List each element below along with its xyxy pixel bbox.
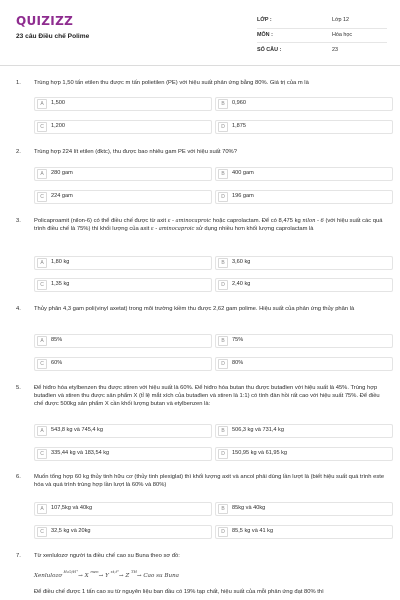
option-text: 196 gam <box>232 193 254 200</box>
option-letter: C <box>37 192 47 202</box>
question-2 <box>16 149 388 209</box>
option-text: 0,960 <box>232 100 246 107</box>
option-c[interactable] <box>34 278 212 292</box>
option-text: 150,95 kg và 61,95 kg <box>232 450 288 457</box>
question-text-continued: Để điều chế được 1 tấn cao su từ nguyên liệu ban đầu có 19% tạp chất, hiệu suất của mỗi phản ứng đạt 80% thì <box>34 589 324 595</box>
option-letter: A <box>37 169 47 179</box>
option-text: 32,5 kg và 20kg <box>51 528 91 535</box>
option-letter: B <box>218 504 228 514</box>
arrow-condition: xt,t° <box>110 569 119 574</box>
meta-key: LỚP : <box>257 17 272 24</box>
option-text: 1,80 kg <box>51 259 70 266</box>
option-letter: B <box>218 426 228 436</box>
option-a[interactable] <box>34 167 212 181</box>
arrow-condition: men <box>90 569 99 574</box>
option-d[interactable] <box>215 190 393 204</box>
option-c[interactable] <box>34 190 212 204</box>
arrow-condition: H₂O/H⁺ <box>63 569 79 574</box>
option-c[interactable] <box>34 525 212 539</box>
option-letter: B <box>218 258 228 268</box>
question-text: Để hiđro hóa etylbenzen thu được stiren với hiệu suất là 60%. Để hiđro hóa butan thu được butađien với hiệu suất là 45%. Trùng hợp butađien và stiren thu được sản phẩm X (tỉ lệ mắt xích của butađien và stiren là 1:1) có tính đàn hồi rất cao với hiệu suất 75%. Để điều chế được 500kg sản phẩm X cần khối lượng butan và etylbenzen là: <box>34 385 380 407</box>
arrow-condition: TH <box>131 569 137 574</box>
option-letter: D <box>218 122 228 132</box>
scheme-y: Y <box>105 573 109 579</box>
question-text-part: hoặc caprolactam. Để có 8,475 kg <box>211 218 303 224</box>
question-1 <box>16 80 388 140</box>
meta-row-count <box>257 43 387 58</box>
question-number: 5. <box>16 385 21 391</box>
meta-row-class <box>257 14 387 29</box>
question-text: Trùng hợp 1,50 tấn etilen thu được m tấn polietilen (PE) với hiệu suất phản ứng bằng 80%. Giá trị của m là <box>34 80 309 86</box>
option-text: 75% <box>232 337 244 344</box>
meta-key: SỐ CÂU : <box>257 46 282 53</box>
question-6 <box>16 474 388 544</box>
option-a[interactable] <box>34 502 212 516</box>
option-text: 506,3 kg và 731,4 kg <box>232 427 284 434</box>
option-a[interactable] <box>34 256 212 270</box>
question-text: Từ xenlulozơ người ta điều chế cao su Buna theo sơ đồ: <box>34 553 180 559</box>
option-text: 80% <box>232 360 244 367</box>
meta-key: MÔN : <box>257 31 273 38</box>
question-number: 7. <box>16 553 21 559</box>
question-text <box>34 218 388 234</box>
option-text: 85,5 kg và 41 kg <box>232 528 274 535</box>
option-d[interactable] <box>215 447 393 461</box>
meta-value: 23 <box>332 46 338 53</box>
option-text: 2,40 kg <box>232 281 251 288</box>
question-text-part: Policaproamit (nilon-6) có thể điều chế được từ axit <box>34 218 168 224</box>
option-b[interactable] <box>215 424 393 438</box>
option-text: 1,875 <box>232 123 246 130</box>
option-text: 85% <box>51 337 63 344</box>
option-b[interactable] <box>215 97 393 111</box>
option-c[interactable] <box>34 447 212 461</box>
question-text-part: sử dụng nhiều hơn khối lượng caprolactam là <box>194 225 314 232</box>
option-letter: C <box>37 527 47 537</box>
arrow-icon: → <box>78 573 83 579</box>
option-letter: C <box>37 449 47 459</box>
scheme-z: Z <box>125 573 130 579</box>
option-letter: D <box>218 280 228 290</box>
option-b[interactable] <box>215 167 393 181</box>
option-letter: A <box>37 258 47 268</box>
option-d[interactable] <box>215 525 393 539</box>
question-7 <box>16 553 388 600</box>
option-a[interactable] <box>34 97 212 111</box>
option-b[interactable] <box>215 256 393 270</box>
question-number: 2. <box>16 149 21 155</box>
question-number: 1. <box>16 80 21 86</box>
question-text: Muốn tổng hợp 60 kg thủy tinh hữu cơ (thủy tinh plexiglat) thì khối lượng axit và ancol phải dùng lần lượt là (biết hiệu suất quá trình este hóa và quá trình trùng hợp lần lượt là 60% và 80%) <box>34 474 385 488</box>
question-text: Thủy phân 4,3 gam poli(vinyl axetat) trong môi trường kiềm thu được 2,62 gam polime. Hiệu suất của phản ứng thủy phân là <box>34 306 355 312</box>
question-text-part: (với hiệu suất các quá trình điều chế là 75%) thì khối lượng của axit <box>34 218 383 232</box>
option-a[interactable] <box>34 334 212 348</box>
option-letter: A <box>37 336 47 346</box>
option-d[interactable] <box>215 120 393 134</box>
scheme-start: Xenlulozơ <box>34 573 62 579</box>
option-letter: B <box>218 169 228 179</box>
arrow-icon: → <box>118 573 124 579</box>
meta-value: Lớp 12 <box>332 17 350 24</box>
math-term: ε - aminocaproic <box>150 225 195 232</box>
option-letter: C <box>37 280 47 290</box>
option-b[interactable] <box>215 334 393 348</box>
option-a[interactable] <box>34 424 212 438</box>
option-d[interactable] <box>215 278 393 292</box>
math-term: nilon - 6 <box>302 218 324 224</box>
option-text: 1,500 <box>51 100 65 107</box>
quizizz-logo: QUIZIZZ <box>16 14 74 28</box>
option-b[interactable] <box>215 502 393 516</box>
option-text: 85kg và 40kg <box>232 505 266 512</box>
arrow-icon: → <box>98 573 104 579</box>
scheme-end: Cao su Buna <box>143 573 180 579</box>
option-text: 224 gam <box>51 193 73 200</box>
page-title: 23 câu Điều chế Polime <box>16 33 90 40</box>
scheme-x: X <box>84 573 89 579</box>
page-header <box>0 0 400 66</box>
question-3 <box>16 218 388 296</box>
option-text: 400 gam <box>232 170 254 177</box>
option-text: 60% <box>51 360 63 367</box>
option-letter: D <box>218 192 228 202</box>
option-d[interactable] <box>215 357 393 371</box>
option-text: 1,200 <box>51 123 65 130</box>
option-c[interactable] <box>34 357 212 371</box>
question-text: Trùng hợp 224 lít etilen (đktc), thu được bao nhiêu gam PE với hiệu suất 70%? <box>34 149 237 155</box>
meta-row-subject <box>257 29 387 44</box>
option-letter: A <box>37 99 47 109</box>
question-5 <box>16 385 388 465</box>
option-letter: C <box>37 359 47 369</box>
option-letter: D <box>218 527 228 537</box>
option-text: 335,44 kg và 183,54 kg <box>51 450 110 457</box>
reaction-scheme <box>34 569 179 581</box>
option-letter: D <box>218 359 228 369</box>
arrow-icon: → <box>136 573 142 579</box>
question-4 <box>16 306 388 374</box>
option-letter: A <box>37 504 47 514</box>
option-letter: D <box>218 449 228 459</box>
option-text: 107,5kg và 40kg <box>51 505 93 512</box>
option-text: 280 gam <box>51 170 73 177</box>
meta-table <box>257 14 387 58</box>
question-number: 6. <box>16 474 21 480</box>
option-letter: A <box>37 426 47 436</box>
option-text: 3,60 kg <box>232 259 251 266</box>
option-letter: B <box>218 99 228 109</box>
question-number: 4. <box>16 306 21 312</box>
option-letter: C <box>37 122 47 132</box>
option-letter: B <box>218 336 228 346</box>
option-text: 543,8 kg và 745,4 kg <box>51 427 103 434</box>
question-number: 3. <box>16 218 21 224</box>
math-term: ε - aminocaproic <box>167 218 212 224</box>
option-c[interactable] <box>34 120 212 134</box>
meta-value: Hóa học <box>332 31 353 38</box>
option-text: 1,35 kg <box>51 281 70 288</box>
